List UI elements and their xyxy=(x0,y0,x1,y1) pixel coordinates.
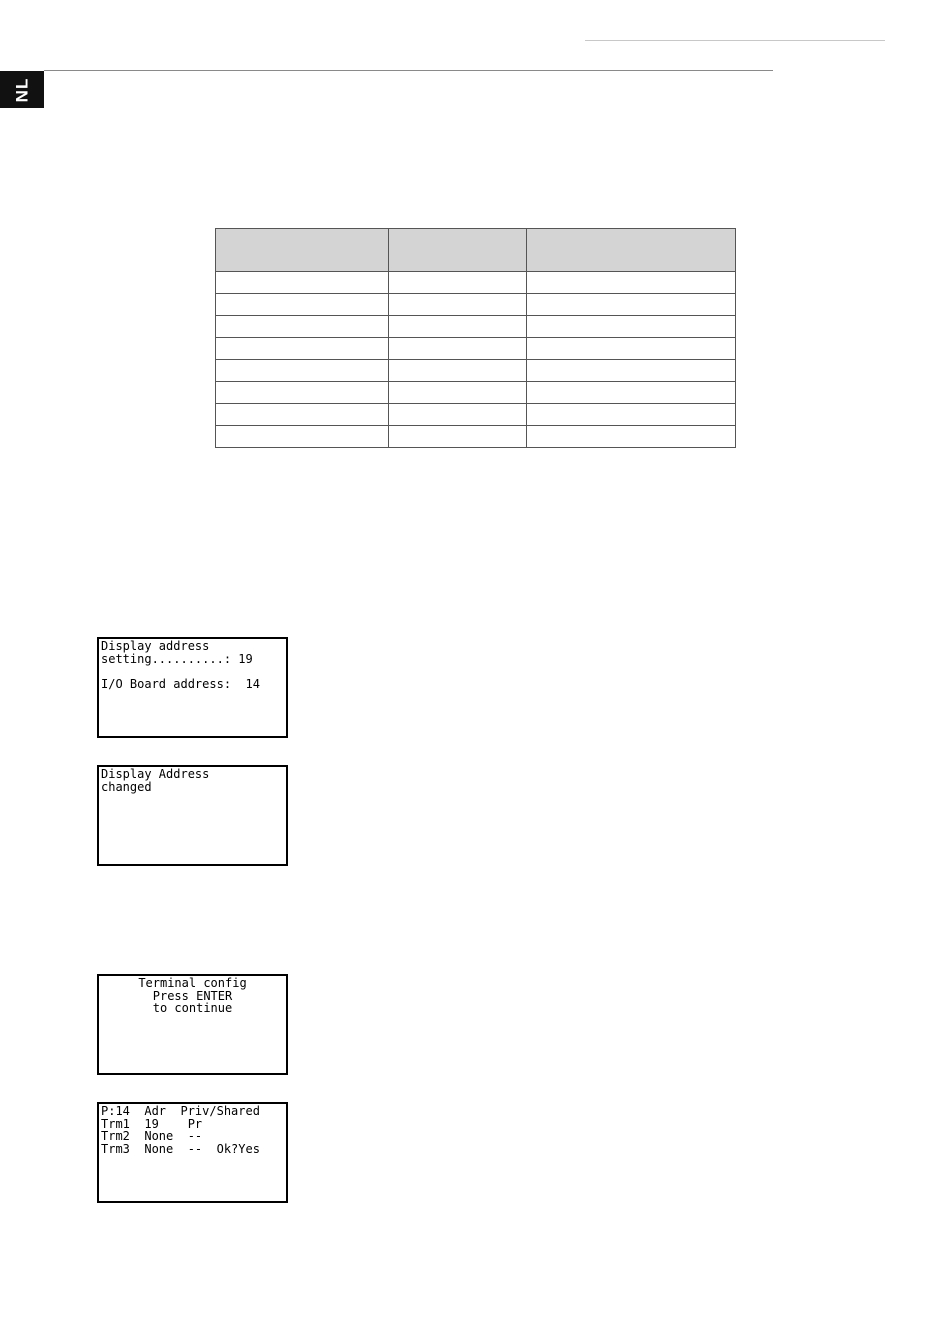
lcd-terminal-list xyxy=(97,1102,288,1203)
lcd-line: to continue xyxy=(152,1001,233,1015)
lcd-display-address-changed xyxy=(97,765,288,866)
table-cell xyxy=(216,294,389,316)
table-cell xyxy=(527,294,736,316)
lcd-line: Trm2 None -- xyxy=(101,1129,203,1143)
table-cell xyxy=(216,316,389,338)
table-row xyxy=(216,426,736,448)
header-rule-short xyxy=(585,40,885,41)
table-cell xyxy=(389,272,527,294)
table-row xyxy=(216,404,736,426)
table-cell xyxy=(216,426,389,448)
lcd-line: Trm1 19 Pr xyxy=(101,1116,203,1131)
table-row xyxy=(216,360,736,382)
lcd-line: changed xyxy=(101,779,152,794)
language-tab-label: NL xyxy=(11,77,31,102)
table-cell xyxy=(389,338,527,360)
lcd-line: Display Address xyxy=(101,767,210,781)
table-row xyxy=(216,316,736,338)
lcd-display-address-setting xyxy=(97,637,288,738)
table-cell xyxy=(527,404,736,426)
table-cell xyxy=(527,382,736,404)
table-cell xyxy=(216,404,389,426)
table-row xyxy=(216,382,736,404)
table-cell xyxy=(216,338,389,360)
lcd-line: I/O Board address: 14 xyxy=(101,676,260,691)
table-row xyxy=(216,338,736,360)
table-cell xyxy=(389,382,527,404)
address-table xyxy=(215,228,736,448)
lcd-line xyxy=(101,665,284,678)
table-cell xyxy=(389,426,527,448)
lcd-terminal-config xyxy=(97,974,288,1075)
table-header-row xyxy=(216,229,736,272)
table-header-cell xyxy=(389,229,527,272)
lcd-line: Terminal config xyxy=(138,976,247,990)
table-cell xyxy=(527,360,736,382)
language-tab xyxy=(0,71,44,108)
lcd-line: Press ENTER xyxy=(152,988,233,1003)
table-cell xyxy=(389,404,527,426)
table-cell xyxy=(527,316,736,338)
header-rule xyxy=(44,70,773,71)
table-cell xyxy=(527,272,736,294)
table-cell xyxy=(216,272,389,294)
table-cell xyxy=(216,382,389,404)
table-cell xyxy=(389,316,527,338)
table-cell xyxy=(527,426,736,448)
lcd-line: P:14 Adr Priv/Shared xyxy=(101,1104,260,1118)
table-cell xyxy=(527,338,736,360)
table-header-cell xyxy=(527,229,736,272)
table-cell xyxy=(216,360,389,382)
lcd-line: Trm3 None -- Ok?Yes xyxy=(101,1141,260,1156)
lcd-line: setting..........: 19 xyxy=(101,651,253,666)
table-row xyxy=(216,272,736,294)
table-cell xyxy=(389,360,527,382)
table-cell xyxy=(389,294,527,316)
lcd-line: Display address xyxy=(101,639,210,653)
table-header-cell xyxy=(216,229,389,272)
table-row xyxy=(216,294,736,316)
